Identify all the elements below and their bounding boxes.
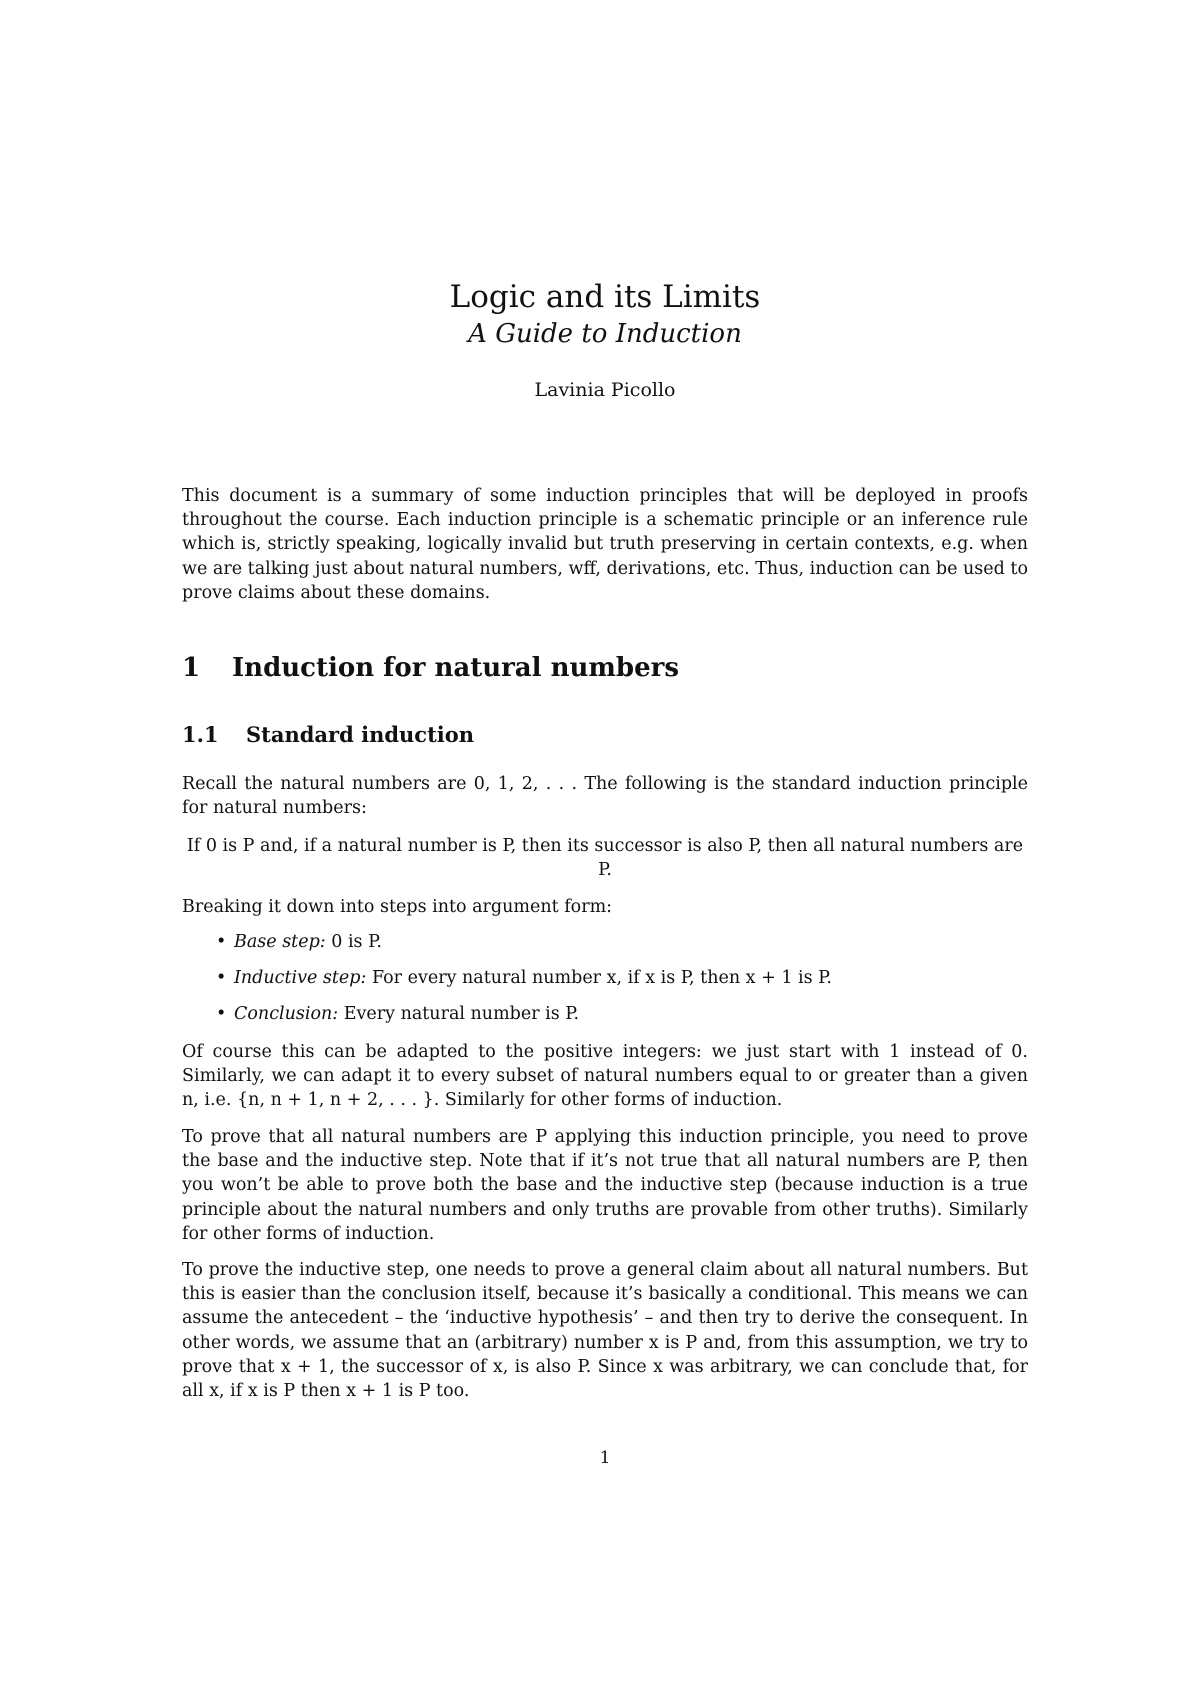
list-item: [182, 930, 1028, 954]
author-name: Lavinia Picollo: [534, 379, 676, 401]
section-heading: [182, 653, 679, 683]
title-block: [182, 277, 1028, 401]
bullet-marker: •: [216, 932, 227, 952]
adaptation-paragraph: Of course this can be adapted to the positive integers: we just start with 1 instead of 0. Similarly, we can adapt it to every subset of natural numbers equal to or greater than a given n, i.e. {n, n + 1, n + 2, . . . }. Similarly for other forms of induction.: [182, 1042, 1028, 1111]
bullet-marker: •: [216, 968, 227, 988]
proof-paragraph: To prove that all natural numbers are P applying this induction principle, you need to prove the base and the inductive step. Note that if it’s not true that all natural numbers are P, then you won’t be able to prove both the base and the inductive step (because induction is a true principle about the natural numbers and only truths are provable from other truths). Similarly for other forms of induction.: [182, 1127, 1028, 1244]
bullet-marker: •: [216, 1004, 227, 1024]
document-title: Logic and its Limits: [449, 279, 761, 315]
page-number: 1: [599, 1448, 611, 1468]
step-label: Base step:: [234, 932, 326, 952]
list-item: [182, 966, 1028, 990]
step-text: For every natural number x, if x is P, then x + 1 is P.: [371, 968, 832, 988]
list-item: [182, 1002, 1028, 1026]
inductive-step-paragraph: To prove the inductive step, one needs to prove a general claim about all natural numbers. But this is easier than the conclusion itself, because it’s basically a conditional. This means we can assume the antecedent – the ‘inductive hypothesis’ – and then try to derive the consequent. In other words, we assume that an (arbitrary) number x is P and, from this assumption, we try to prove that x + 1, the successor of x, is also P. Since x was arbitrary, we can conclude that, for all x, if x is P then x + 1 is P too.: [182, 1260, 1028, 1402]
subsection-number: 1.1: [182, 722, 219, 747]
step-label: Conclusion:: [234, 1004, 339, 1024]
section-title: Induction for natural numbers: [232, 653, 679, 683]
recall-paragraph: Recall the natural numbers are 0, 1, 2, . . . The following is the standard induction principle for natural numbers:: [182, 774, 1028, 819]
steps-list: [182, 930, 1028, 1038]
induction-principle: If 0 is P and, if a natural number is P, then its successor is also P, then all natural numbers are P.: [186, 836, 1024, 881]
subsection-heading: [182, 722, 474, 747]
breaking-paragraph: Breaking it down into steps into argument form:: [182, 897, 613, 917]
step-text: 0 is P.: [331, 932, 382, 952]
document-subtitle: A Guide to Induction: [468, 319, 742, 349]
section-number: 1: [182, 653, 201, 683]
step-label: Inductive step:: [234, 968, 367, 988]
abstract-paragraph: This document is a summary of some induction principles that will be deployed in proofs throughout the course. Each induction principle is a schematic principle or an inference rule which is, strictly speaking, logically invalid but truth preserving in certain contexts, e.g. when we are talking just about natural numbers, wff, derivations, etc. Thus, induction can be used to prove claims about these domains.: [182, 486, 1028, 603]
subsection-title: Standard induction: [246, 722, 475, 747]
step-text: Every natural number is P.: [343, 1004, 580, 1024]
